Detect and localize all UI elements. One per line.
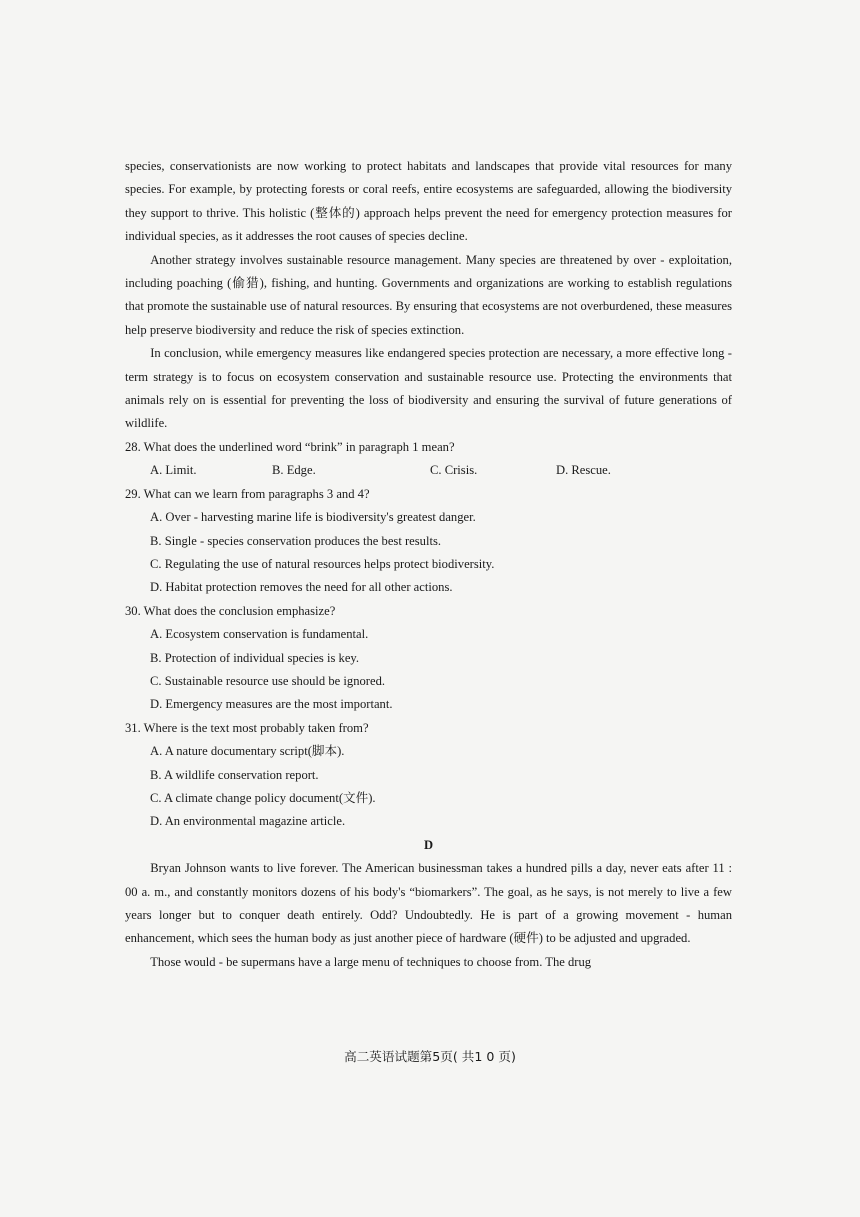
option-list xyxy=(125,740,732,834)
option-d: D. Habitat protection removes the need for all other actions. xyxy=(150,580,453,595)
option-a: A. Ecosystem conservation is fundamental. xyxy=(150,627,369,642)
question-stem: 31. Where is the text most probably taken from? xyxy=(125,720,369,735)
option-b: B. Edge. xyxy=(272,463,316,478)
question-stem: 29. What can we learn from paragraphs 3 and 4? xyxy=(125,486,370,501)
option-list xyxy=(125,459,732,482)
option-a: A. Limit. xyxy=(150,463,197,478)
option-list xyxy=(125,623,732,717)
passage-d-paragraph-2: Those would - be supermans have a large menu of techniques to choose from. The drug xyxy=(150,954,592,969)
option-b: B. Single - species conservation produces the best results. xyxy=(150,533,441,548)
passage-d-paragraph-1: Bryan Johnson wants to live forever. The American businessman takes a hundred pills a day, never eats after 11 : 00 a. m., and constantly monitors dozens of his body's “biomarkers”. The goal, as he says, is not merely to live a few years longer but to conquer death entirely. Odd? Undoubtedly. He is part of a growing movement - human enhancement, which sees the human body as just another piece of hardware (硬件) to be adjusted and upgraded. xyxy=(125,861,732,946)
option-a: A. Over - harvesting marine life is biodiversity's greatest danger. xyxy=(150,510,476,525)
option-d: D. Rescue. xyxy=(556,463,611,478)
passage-c-paragraph-2: Another strategy involves sustainable resource management. Many species are threatened by over - exploitation, including poaching (偷猎), fishing, and hunting. Governments and organizations are working to establish regulations that promote the sustainable use of natural resources. By ensuring that ecosystems are not overburdened, these measures help preserve biodiversity and reduce the risk of species extinction. xyxy=(125,252,732,337)
option-c: C. Sustainable resource use should be ignored. xyxy=(150,673,386,688)
option-b: B. Protection of individual species is key. xyxy=(150,650,360,665)
passage-c-paragraph-3: In conclusion, while emergency measures like endangered species protection are necessary, a more effective long - term strategy is to focus on ecosystem conservation and sustainable resource use. Protecting the environments that animals rely on is essential for preventing the loss of biodiversity and ensuring the survival of future generations of wildlife. xyxy=(125,346,732,431)
page-content xyxy=(125,155,732,974)
option-a: A. A nature documentary script(脚本). xyxy=(150,744,345,759)
option-c: C. A climate change policy document(文件). xyxy=(150,790,376,805)
option-c: C. Regulating the use of natural resources helps protect biodiversity. xyxy=(150,556,495,571)
option-b: B. A wildlife conservation report. xyxy=(150,767,319,782)
question-stem: 30. What does the conclusion emphasize? xyxy=(125,603,336,618)
page-footer: 高二英语试题第5页( 共1 0 页) xyxy=(344,1049,516,1064)
question-29 xyxy=(125,483,732,600)
question-31 xyxy=(125,717,732,834)
question-30 xyxy=(125,600,732,717)
question-stem: 28. What does the underlined word “brink” in paragraph 1 mean? xyxy=(125,439,455,454)
option-d: D. An environmental magazine article. xyxy=(150,814,346,829)
passage-c-paragraph-1: species, conservationists are now working to protect habitats and landscapes that provide vital resources for many species. For example, by protecting forests or coral reefs, entire ecosystems are safeguarded, allowing the biodiversity they support to thrive. This holistic (整体的) approach helps prevent the need for emergency protection measures for individual species, as it addresses the root causes of species decline. xyxy=(125,159,732,244)
option-d: D. Emergency measures are the most important. xyxy=(150,697,393,712)
option-c: C. Crisis. xyxy=(430,463,478,478)
question-28 xyxy=(125,436,732,483)
option-list xyxy=(125,506,732,600)
section-title-d: D xyxy=(423,837,434,852)
